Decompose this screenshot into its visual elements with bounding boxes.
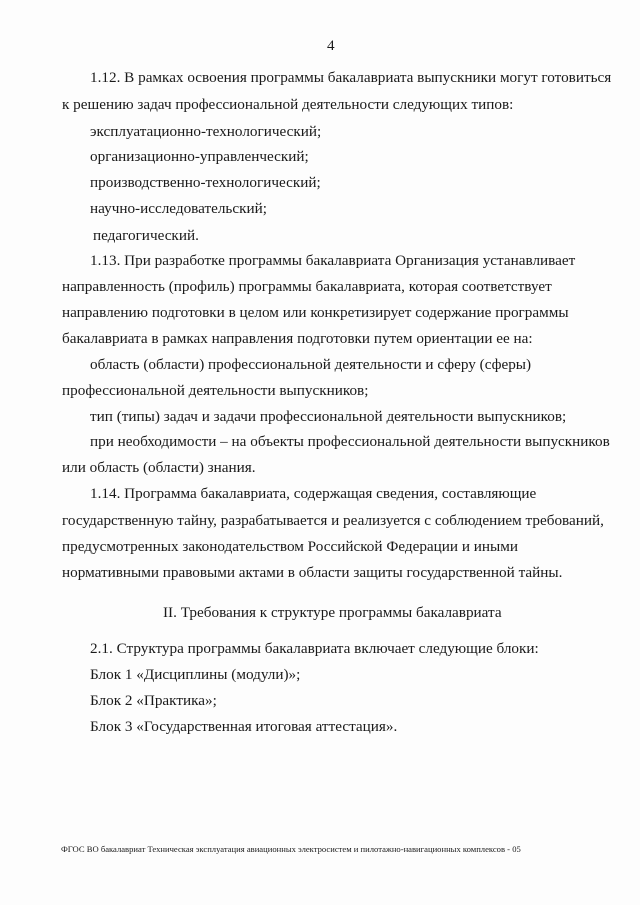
orientation-item-3-line-2: или область (области) знания. xyxy=(62,459,256,476)
activity-type-item: производственно-технологический; xyxy=(90,174,321,191)
paragraph-1-12-line-2: к решению задач профессиональной деятельности следующих типов: xyxy=(62,96,514,113)
paragraph-1-13-line-1: 1.13. При разработке программы бакалавриата Организация устанавливает xyxy=(90,252,576,269)
paragraph-1-14-line-3: предусмотренных законодательством Российской Федерации и иными xyxy=(62,538,518,555)
activity-type-item: эксплуатационно-технологический; xyxy=(90,123,322,140)
paragraph-1-13-line-4: бакалавриата в рамках направления подготовки путем ориентации ее на: xyxy=(62,330,533,347)
section-2-heading: II. Требования к структуре программы бакалавриата xyxy=(163,604,502,621)
activity-type-item: организационно-управленческий; xyxy=(90,148,309,165)
orientation-item-1-line-1: область (области) профессиональной деятельности и сферу (сферы) xyxy=(90,356,532,373)
paragraph-1-13-line-2: направленность (профиль) программы бакалавриата, которая соответствует xyxy=(62,278,552,295)
orientation-item-3-line-1: при необходимости – на объекты профессиональной деятельности выпускников xyxy=(90,433,610,450)
paragraph-1-13-line-3: направлению подготовки в целом или конкретизирует содержание программы xyxy=(62,304,569,321)
section-2-intro: 2.1. Структура программы бакалавриата включает следующие блоки: xyxy=(90,640,539,657)
paragraph-1-14-line-4: нормативными правовыми актами в области защиты государственной тайны. xyxy=(62,564,563,581)
orientation-item-1-line-2: профессиональной деятельности выпускников; xyxy=(62,382,369,399)
activity-type-item: педагогический. xyxy=(93,227,199,244)
paragraph-1-12-line-1: 1.12. В рамках освоения программы бакалавриата выпускники могут готовиться xyxy=(90,69,612,86)
activity-type-item: научно-исследовательский; xyxy=(90,200,267,217)
block-item: Блок 1 «Дисциплины (модули)»; xyxy=(90,666,301,683)
paragraph-1-14-line-1: 1.14. Программа бакалавриата, содержащая сведения, составляющие xyxy=(90,485,537,502)
block-item: Блок 3 «Государственная итоговая аттестация». xyxy=(90,718,398,735)
block-item: Блок 2 «Практика»; xyxy=(90,692,217,709)
page-number: 4 xyxy=(327,37,335,54)
orientation-item-2: тип (типы) задач и задачи профессиональной деятельности выпускников; xyxy=(90,408,567,425)
paragraph-1-14-line-2: государственную тайну, разрабатывается и реализуется с соблюдением требований, xyxy=(62,512,604,529)
page-footer: ФГОС ВО бакалавриат Техническая эксплуатация авиационных электросистем и пилотажно-навигационных комплексов - 05 xyxy=(61,844,521,854)
